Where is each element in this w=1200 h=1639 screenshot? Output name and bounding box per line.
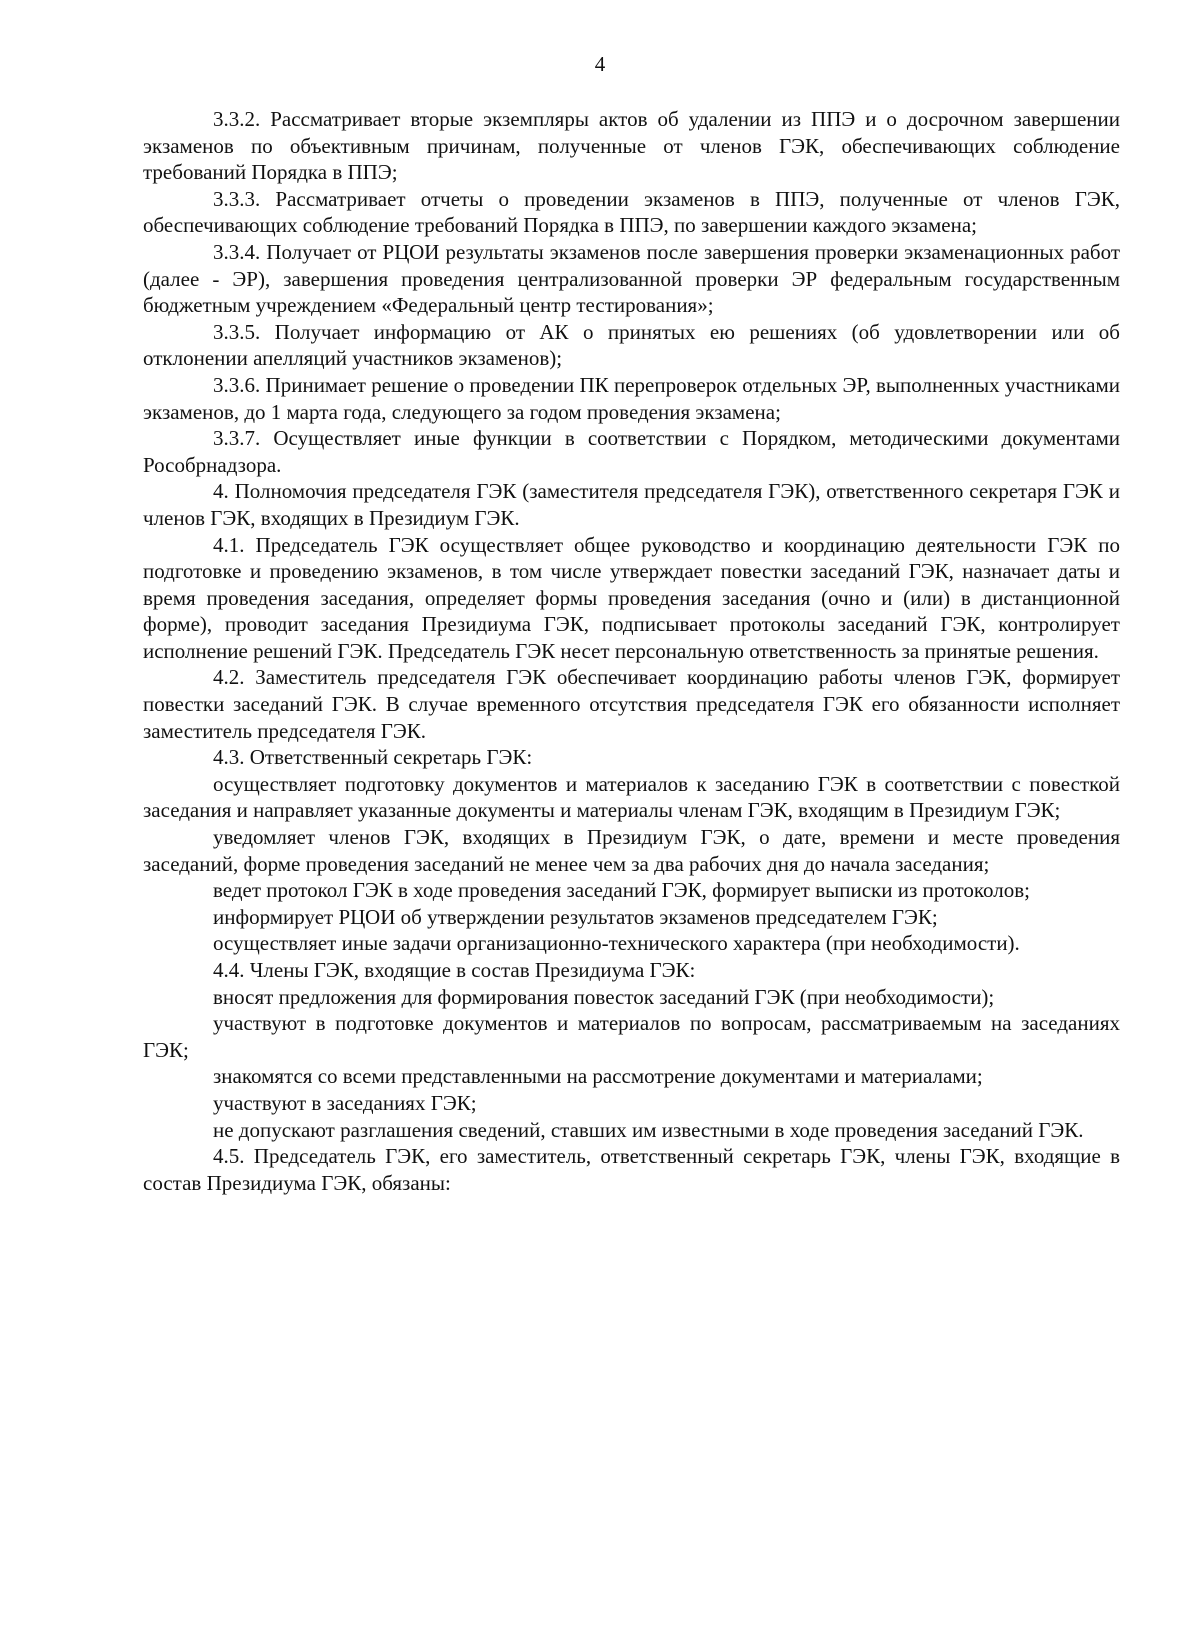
paragraph-3-3-7: 3.3.7. Осуществляет иные функции в соответствии с Порядком, методическими документами Рособрнадзора.	[143, 426, 1120, 477]
list-item: знакомятся со всеми представленными на рассмотрение документами и материалами;	[213, 1064, 983, 1089]
page-number: 4	[594, 52, 606, 76]
paragraph-3-3-2: 3.3.2. Рассматривает вторые экземпляры актов об удалении из ППЭ и о досрочном завершении экзаменов по объективным причинам, полученные от членов ГЭК, обеспечивающих соблюдение требований Порядка в ППЭ;	[143, 107, 1120, 185]
paragraph-4-2: 4.2. Заместитель председателя ГЭК обеспечивает координацию работы членов ГЭК, формирует повестки заседаний ГЭК. В случае временного отсутствия председателя ГЭК его обязанности исполняет заместитель председателя ГЭК.	[143, 665, 1120, 743]
list-item: вносят предложения для формирования повесток заседаний ГЭК (при необходимости);	[213, 984, 995, 1009]
list-item: участвуют в подготовке документов и материалов по вопросам, рассматриваемым на заседаниях ГЭК;	[143, 1011, 1120, 1062]
list-item: ведет протокол ГЭК в ходе проведения заседаний ГЭК, формирует выписки из протоколов;	[213, 878, 1030, 903]
paragraph-3-3-4: 3.3.4. Получает от РЦОИ результаты экзаменов после завершения проверки экзаменационных работ (далее - ЭР), завершения проведения централизованной проверки ЭР федеральным государственным бюджетным учреждением «Федеральный центр тестирования»;	[143, 239, 1120, 318]
list-item: уведомляет членов ГЭК, входящих в Президиум ГЭК, о дате, времени и месте проведения заседаний, форме проведения заседаний не менее чем за два рабочих дня до начала заседания;	[143, 825, 1120, 876]
paragraph-3-3-5: 3.3.5. Получает информацию от АК о принятых ею решениях (об удовлетворении или об отклонении апелляций участников экзаменов);	[143, 319, 1120, 371]
paragraph-4-3: 4.3. Ответственный секретарь ГЭК:	[213, 745, 533, 770]
list-item: не допускают разглашения сведений, ставших им известными в ходе проведения заседаний ГЭК.	[213, 1117, 1084, 1142]
list-item: участвуют в заседаниях ГЭК;	[213, 1090, 477, 1115]
list-item: осуществляет подготовку документов и материалов к заседанию ГЭК в соответствии с повесткой заседания и направляет указанные документы и материалы членам ГЭК, входящим в Президиум ГЭК;	[143, 771, 1120, 823]
paragraph-3-3-3: 3.3.3. Рассматривает отчеты о проведении экзаменов в ППЭ, полученные от членов ГЭК, обеспечивающих соблюдение требований Порядка в ППЭ, по завершении каждого экзамена;	[143, 186, 1120, 238]
paragraph-3-3-6: 3.3.6. Принимает решение о проведении ПК перепроверок отдельных ЭР, выполненных участниками экзаменов, до 1 марта года, следующего за годом проведения экзамена;	[143, 372, 1120, 424]
list-item: информирует РЦОИ об утверждении результатов экзаменов председателем ГЭК;	[213, 904, 938, 929]
paragraph-4-1: 4.1. Председатель ГЭК осуществляет общее руководство и координацию деятельности ГЭК по подготовке и проведению экзаменов, в том числе утверждает повестки заседаний ГЭК, назначает даты и время проведения заседания, определяет формы проведения заседания (очно и (или) в дистанционной форме), проводит заседания Президиума ГЭК, подписывает протоколы заседаний ГЭК, контролирует исполнение решений ГЭК. Председатель ГЭК несет персональную ответственность за принятые решения.	[143, 532, 1120, 663]
section-4-heading: 4. Полномочия председателя ГЭК (заместителя председателя ГЭК), ответственного секретаря ГЭК и членов ГЭК, входящих в Президиум ГЭК.	[143, 479, 1120, 530]
paragraph-4-5: 4.5. Председатель ГЭК, его заместитель, ответственный секретарь ГЭК, члены ГЭК, входящие в состав Президиума ГЭК, обязаны:	[143, 1144, 1120, 1195]
list-item: осуществляет иные задачи организационно-технического характера (при необходимости).	[213, 931, 1020, 956]
document-body	[143, 106, 1120, 1196]
paragraph-4-4: 4.4. Члены ГЭК, входящие в состав Президиума ГЭК:	[213, 958, 696, 982]
